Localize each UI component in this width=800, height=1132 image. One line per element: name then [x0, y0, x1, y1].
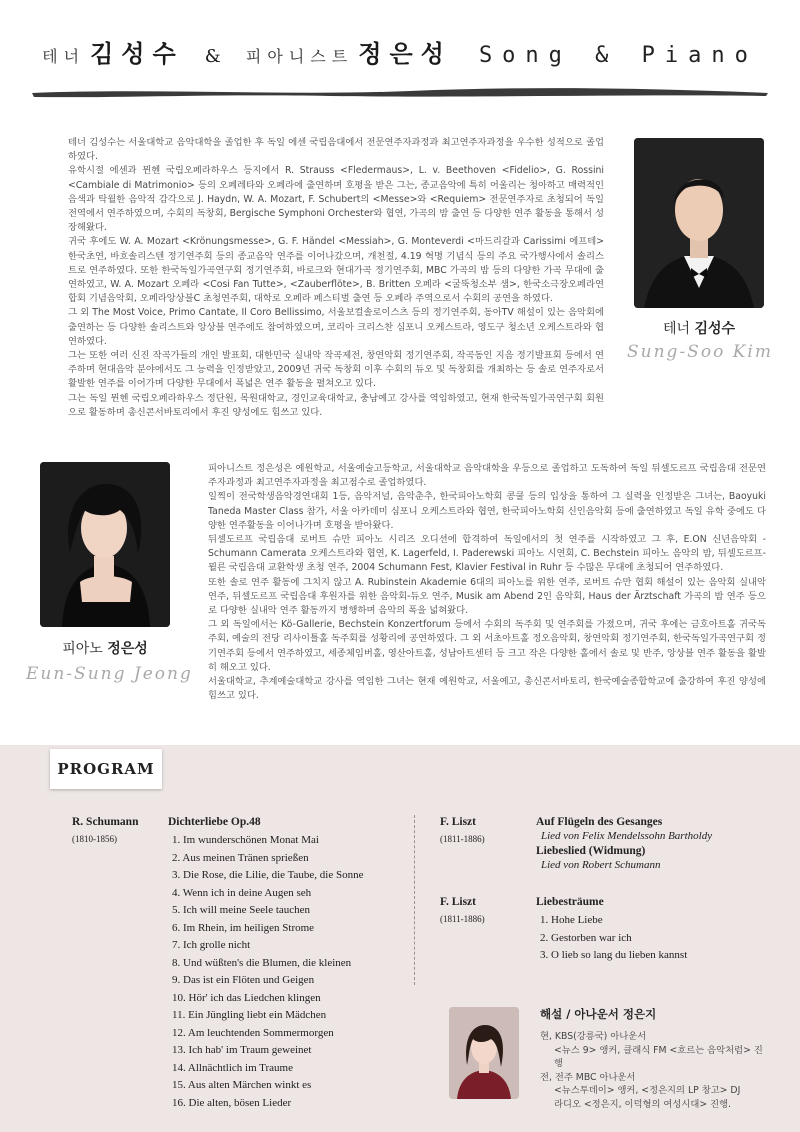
song-item: 9. Das ist ein Flöten und Geigen [172, 974, 315, 986]
tenor-role: 테너 [42, 47, 86, 66]
host-line: 전, 전주 MBC 아나운서 [540, 1071, 636, 1083]
tenor-bio-paragraph: 귀국 후에도 W. A. Mozart <Krönungsmesse>, G. F. Händel <Messiah>, G. Monteverdi <마드리갈과 Carissimi 에프테> 한국초연, 바흐솔리스텐 정기연주회 등의 종교음악 연주를 이어나갔으며, 개천절, 4.19 혁명 기념식 등의 주요 국가행사에서 솔리스트로 연주하였다. 또한 한국독일가곡연구회 정기연주회, 바로크와 현대가곡 정기연주회, MBC 가곡의 밤 등의 다양한 가곡 무대에 출연하였고, W. A. Mozart 오페라 <Cosi Fan Tutte>, <Zauberflöte>, B. Britten 오페라 <굴뚝청소부 샘>, 한국소극장오페라연합회 기념음악회, 오페라앙상블C 초청연주회, 대학로 오페라 페스티벌 출연 등 오페라 주역으로서 수회의 공연을 하였다. [68, 236, 604, 305]
song-list [536, 912, 776, 965]
tenor-portrait-illustration [634, 138, 764, 308]
work-title: Liebeslied (Widmung) [536, 845, 646, 857]
song-item: 1. Im wunderschönen Monat Mai [172, 834, 319, 846]
song-item: 8. Und wüßten's die Blumen, die kleinen [172, 956, 352, 969]
song-item: 3. Die Rose, die Lilie, die Taube, die Sonne [172, 869, 364, 881]
host-bio [540, 1030, 765, 1111]
tenor-caption-role: 테너 [662, 321, 691, 337]
song-item: 4. Wenn ich in deine Augen seh [172, 886, 312, 899]
tenor-photo [634, 138, 764, 308]
pianist-bio-paragraph: 뒤셀도르프 국립음대 로버트 슈만 피아노 시리즈 오디션에 합격하여 독일에서의 첫 연주를 시작하였고 그 후, E.ON 신년음악회 -Schumann Camerata 오케스트라와 협연, K. Lagerfeld, I. Paderewski 피아노 시연회, C. Bechstein 피아노 음악의 밤, 뒤셀도르프-뮐른 국립음대 교환학생 초청 연주, 2004 Schumann Fest, Klavier Festival in Ruhr 등 수많은 무대에 초청되어 연주하였다. [208, 534, 766, 574]
work-title: Dichterliebe Op.48 [168, 816, 261, 828]
composer-years: (1811-1886) [440, 914, 485, 924]
host-line: 현, KBS(강릉국) 아나운서 [540, 1031, 647, 1042]
program-divider [414, 815, 415, 985]
pianist-portrait-illustration [40, 462, 170, 627]
pianist-bio-paragraph: 또한 솔로 연주 활동에 그치지 않고 A. Rubinstein Akademie 6대의 피아노를 위한 연주, 로버트 슈만 협회 해설이 있는 음악회 실내악 연주, 뒤셀도르프 국립음대 후원자를 위한 음악회-듀오 연주, Musik am Abend 2인 음악회, Haus der Ärztschaft 가곡의 밤 연주 등으로 다양한 실내악 연주 활동까지 병행하며 음악의 폭을 넓혀왔다. [208, 576, 766, 617]
host-title: 해설 / 아나운서 정은지 [540, 1007, 657, 1021]
brush-stroke-divider [30, 84, 770, 100]
host-line: <뉴스투데이> 앵커, <정은지의 LP 창고> DJ [554, 1085, 741, 1096]
program-right2-composer [440, 896, 485, 924]
song-item: 12. Am leuchtenden Sommermorgen [172, 1026, 334, 1039]
host-line: 라디오 <정은지, 이덕형의 여성시대> 진행. [554, 1098, 732, 1110]
pianist-caption-english: Eun-Sung Jeong [26, 664, 193, 684]
song-item: 7. Ich grolle nicht [172, 939, 251, 951]
program-left-work [168, 816, 408, 1112]
pianist-bio [208, 462, 766, 703]
song-item: 10. Hör' ich das Liedchen klingen [172, 991, 321, 1004]
page-header [0, 0, 800, 100]
pianist-bio-paragraph: 피아니스트 정은성은 예원학교, 서울예술고등학교, 서울대학교 음악대학을 우등으로 졸업하고 도독하여 독일 뒤셀도르프 국립음대 전문연주자과정과 최고연주자과정을 최고점수로 졸업하였다. [208, 463, 766, 489]
title-ampersand: & [204, 46, 225, 67]
host-photo [449, 1007, 519, 1099]
program-heading: PROGRAM [50, 749, 162, 789]
song-item: 3. O lieb so lang du lieben kannst [540, 949, 688, 961]
tenor-bio-paragraph: 유학시절 에센과 뮌헨 국립오페라하우스 등지에서 R. Strauss <Fledermaus>, L. v. Beethoven <Fidelio>, G. Rossini <Cambiale di Matrimonio> 등의 오페레타와 오페라에 출연하며 호평을 받은 그는, 종교음악에 특히 어울리는 청아하고 매력적인 음색과 탁월한 음악적 감각으로 J. Haydn, W. A. Mozart, F. Schubert의 <Messe>와 <Requiem> 전문연주자로 초청되어 독일 전역에서 연주하였으며, 수회의 독창회, Bergische Symphoni Orchester와 협연, 가곡의 밤 출연 등 다양한 연주 활동을 통해서 성장해왔다. [68, 165, 604, 234]
program-left-composer [72, 816, 138, 844]
tenor-name-title: 김성수 [90, 40, 184, 68]
pianist-caption-name: 정은성 [107, 641, 148, 657]
page-title [0, 34, 800, 69]
host-portrait-illustration [449, 1007, 519, 1099]
song-item: 1. Hohe Liebe [540, 914, 603, 926]
title-english: Song & Piano [478, 43, 758, 68]
program-right2-work [536, 896, 776, 965]
tenor-bio-paragraph: 테너 김성수는 서울대학교 음악대학을 졸업한 후 독일 에센 국립음대에서 전문연주자과정과 최고연주자과정을 우수한 성적으로 졸업하였다. [68, 137, 604, 163]
song-item: 2. Aus meinen Tränen sprießen [172, 851, 309, 864]
program-right1-composer [440, 816, 485, 844]
composer-name: R. Schumann [72, 816, 139, 828]
pianist-bio-paragraph: 그 외 독일에서는 Kö-Gallerie, Bechstein Konzertforum 등에서 수회의 독주회 및 연주회를 가졌으며, 귀국 후에는 금호아트홀 귀국독주회, 예술의 전당 리사이틀홀 독주회를 성황리에 공연하였다. 그 외 서초아트홀 정오음악회, 창연악회 정기연주회, 한국독일가곡연구회 정기연주회 등에서 연주하였고, 세종체임버홀, 영산아트홀, 성남아트센터 등 크고 작은 다양한 홀에서 솔로 및 반주, 앙상블 연주 활동을 활발히 해오고 있다. [208, 619, 766, 673]
composer-years: (1811-1886) [440, 834, 485, 844]
song-item: 13. Ich hab' im Traum geweinet [172, 1044, 312, 1056]
tenor-caption-name: 김성수 [694, 321, 736, 337]
pianist-caption [40, 638, 170, 658]
program-right1-works [536, 816, 776, 874]
song-item: 16. Die alten, bösen Lieder [172, 1096, 292, 1109]
tenor-bio-paragraph: 그는 또한 여러 신진 작곡가들의 개인 발표회, 대한민국 실내악 작곡제전, 창연악회 정기연주회, 작곡동인 지음 정기발표회 등에서 연주하며 현대음악 분야에서도 그 능력을 인정받았고, 2009년 귀국 독창회 이후 수회의 듀오 및 독창회를 개최하는 등 솔로 연주자로서 활발한 연주를 이어가며 다양한 무대에서 폭넓은 연주 활동을 펼쳐오고 있다. [68, 350, 604, 390]
pianist-name-title: 정은성 [358, 40, 452, 68]
song-item: 2. Gestorben war ich [540, 931, 632, 944]
host-line: <뉴스 9> 앵커, 클래식 FM <흐르는 음악처럼> 진행 [554, 1044, 763, 1069]
song-list [168, 832, 408, 1112]
tenor-bio-paragraph: 그는 독일 뮌헨 국립오페라하우스 정단원, 목원대학교, 경인교육대학교, 충남예고 강사를 역임하였고, 현재 한국독일가곡연구회 회원으로 활동하며 총신콘서바토리에서 후진 양성에도 힘쓰고 있다. [68, 392, 604, 418]
song-item: 5. Ich will meine Seele tauchen [172, 904, 311, 916]
work-title: Liebesträume [536, 896, 604, 908]
tenor-bio [68, 136, 604, 420]
work-subtitle: Lied von Robert Schumann [541, 859, 661, 871]
pianist-role: 피아니스트 [245, 47, 354, 66]
pianist-bio-paragraph: 서울대학교, 추계예술대학교 강사를 역임한 그녀는 현재 예원학교, 서울예고, 총신콘서바토리, 한국예술종합학교에 출강하여 후진 양성에 힘쓰고 있다. [208, 676, 766, 702]
song-item: 6. Im Rhein, im heiligen Strome [172, 921, 315, 934]
song-item: 11. Ein Jüngling liebt ein Mädchen [172, 1009, 327, 1021]
song-item: 14. Allnächtlich im Traume [172, 1061, 293, 1074]
composer-name: F. Liszt [440, 896, 476, 908]
work-title: Auf Flügeln des Gesanges [536, 816, 663, 828]
composer-name: F. Liszt [440, 816, 476, 828]
pianist-caption-role: 피아노 [62, 641, 103, 657]
tenor-bio-paragraph: 그 외 The Most Voice, Primo Cantate, Il Coro Bellissimo, 서울보컬솔로이스츠 등의 정기연주회, 동아TV 해설이 있는 음악회에 출연하는 등 다양한 솔리스트와 앙상블 연주에도 참여하였으며, 코리아 크리스찬 심포니 오케스트라, 영도구 청소년 오케스트라와 협연하였다. [68, 307, 604, 347]
composer-years: (1810-1856) [72, 834, 117, 844]
pianist-photo [40, 462, 170, 627]
tenor-caption-english: Sung-Soo Kim [627, 342, 773, 362]
work-subtitle: Lied von Felix Mendelssohn Bartholdy [541, 830, 713, 842]
tenor-caption [634, 318, 764, 338]
song-item: 15. Aus alten Märchen winkt es [172, 1079, 312, 1091]
pianist-bio-paragraph: 일찍이 전국학생음악경연대회 1등, 음악저널, 음악춘추, 한국피아노학회 콩쿨 등의 입상을 통하여 그 실력을 인정받은 그녀는, Baoyuki Taneda Master Class 참가, 서울 아카데미 심포니 오케스트라와 협연, 한국피아노학회 신인음악회 등에 출연하였고 독일 유학 중에도 다양한 연주활동을 이어나가며 호평을 받아왔다. [208, 491, 766, 531]
